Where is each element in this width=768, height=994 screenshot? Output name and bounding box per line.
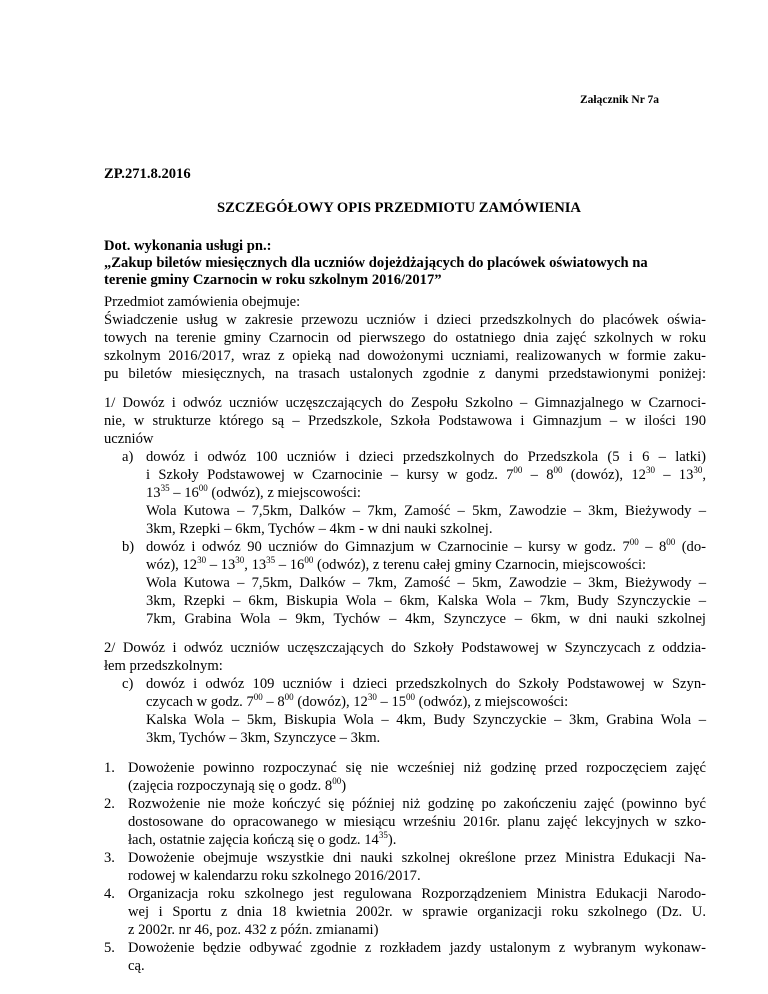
item-a-marker: a) — [122, 449, 134, 465]
section2-line: 2/ Dowóz i odwóz uczniów uczęszczających do Szkoły Podstawowej w Szynczycach z oddzia- — [104, 640, 706, 656]
numbered-item-5-line: cą. — [128, 958, 145, 974]
numbered-item-4-line: Organizacja roku szkolnego jest regulowana Rozporządzeniem Ministra Edukacji Narodo- — [128, 886, 706, 902]
intro-lead: Przedmiot zamówienia obejmuje: — [104, 294, 301, 310]
section1-line: uczniów — [104, 431, 154, 447]
numbered-item-2-line: Rozwożenie nie może kończyć się później niż godzinę po zakończeniu zajęć (powinno być — [128, 796, 706, 812]
item-c-line: dowóz i odwóz 109 uczniów i dzieci przedszkolnych do Szkoły Podstawowej w Szyn- — [146, 676, 706, 692]
numbered-marker: 5. — [104, 940, 115, 956]
numbered-marker: 1. — [104, 760, 115, 776]
subject-label: Dot. wykonania usługi pn.: — [104, 238, 272, 254]
item-b-marker: b) — [122, 539, 135, 555]
document-title: SZCZEGÓŁOWY OPIS PRZEDMIOTU ZAMÓWIENIA — [217, 200, 581, 216]
item-b-line: Wola Kutowa – 7,5km, Dalków – 7km, Zamość – 5km, Zawodzie – 3km, Bieżywody – — [146, 575, 706, 591]
item-a-line: 3km, Rzepki – 6km, Tychów – 4km - w dni nauki szkolnej. — [146, 521, 493, 537]
subject-line-1: „Zakup biletów miesięcznych dla uczniów dojeżdżających do placówek oświatowych na — [104, 255, 648, 271]
item-a-times-line: i Szkoły Podstawowej w Czarnocinie – kursy w godz. $7^{00} - 8^{00}$ (dowóz), $12^{30} - 13^{30}$, — [146, 465, 707, 483]
item-a-line: Wola Kutowa – 7,5km, Dalków – 7km, Zamość – 5km, Zawodzie – 3km, Bieżywody – — [146, 503, 706, 519]
numbered-marker: 4. — [104, 886, 115, 902]
numbered-marker: 3. — [104, 850, 115, 866]
numbered-item-2-line: łach, ostatnie zajęcia kończą się o godz. $14^{35}$). — [128, 830, 397, 848]
numbered-item-4-line: wej i Sportu z dnia 18 kwietnia 2002r. w sprawie organizacji roku szkolnego (Dz. U. — [128, 904, 706, 920]
attachment-label: Załącznik Nr 7a — [580, 94, 660, 106]
item-c-line: Kalska Wola – 5km, Biskupia Wola – 4km, Budy Szynczyckie – 3km, Grabina Wola – — [146, 712, 706, 728]
numbered-item-5-line: Dowożenie będzie odbywać zgodnie z rozkładem jazdy ustalonym z wybranym wykonaw- — [128, 940, 706, 956]
item-b-times-line: dowóz i odwóz 90 uczniów do Gimnazjum w Czarnocinie – kursy w godz. $7^{00} - 8^{00}$ (do- — [146, 537, 707, 555]
intro-line: pu biletów miesięcznych, na trasach ustalonych zgodnie z danymi przedstawionymi poniżej: — [104, 366, 706, 382]
item-a-line: dowóz i odwóz 100 uczniów i dzieci przedszkolnych do Przedszkola (5 i 6 – latki) — [146, 449, 706, 465]
intro-line: Świadczenie usług w zakresie przewozu uczniów i dzieci przedszkolnych do placówek oświa- — [104, 312, 706, 328]
item-c-marker: c) — [122, 676, 134, 692]
intro-line: szkolnym 2016/2017, wraz z opieką nad dowożonymi uczniami, realizowanych w formie zaku- — [104, 348, 706, 364]
item-a-times-line: $13^{35} - 16^{00}$ (odwóz), z miejscowości: — [146, 483, 361, 501]
numbered-item-2-line: dostosowane do opracowanego w miesiącu wrześniu 2016r. planu zajęć lekcyjnych w szko- — [128, 814, 706, 830]
section1-line: 1/ Dowóz i odwóz uczniów uczęszczających do Zespołu Szkolno – Gimnazjalnego w Czarnoci- — [104, 395, 706, 411]
intro-line: towych na terenie gminy Czarnocin od pierwszego do ostatniego dnia zajęć szkolnych w roku — [104, 330, 706, 346]
item-b-times-line: wóz), $12^{30} - 13^{30}$, $13^{35} - 16^{00}$ (odwóz), z terenu całej gminy Czarnocin, miejscowości: — [146, 555, 647, 573]
item-c-times-line: czycach w godz. $7^{00} - 8^{00}$ (dowóz), $12^{30} - 15^{00}$ (odwóz), z miejscowości: — [146, 692, 569, 710]
numbered-item-1-line: Dowożenie powinno rozpoczynać się nie wcześniej niż godzinę przed rozpoczęciem zajęć — [128, 760, 706, 776]
section1-line: nie, w strukturze którego są – Przedszkole, Szkoła Podstawowa i Gimnazjum – w ilości 190 — [104, 413, 706, 429]
item-c-line: 3km, Tychów – 3km, Szynczyce – 3km. — [146, 730, 381, 746]
numbered-item-1-line: (zajęcia rozpoczynają się o godz. $8^{00}$) — [128, 776, 347, 794]
numbered-item-3-line: Dowożenie obejmuje wszystkie dni nauki szkolnej określone przez Ministra Edukacji Na- — [128, 850, 706, 866]
numbered-item-3-line: rodowej w kalendarzu roku szkolnego 2016/2017. — [128, 868, 421, 884]
numbered-item-4-line: z 2002r. nr 46, poz. 432 z późn. zmianami) — [128, 922, 379, 938]
section2-line: łem przedszkolnym: — [104, 658, 223, 674]
item-b-line: 3km, Rzepki – 6km, Biskupia Wola – 6km, Kalska Wola – 7km, Budy Szynczyckie – — [146, 593, 706, 609]
reference-number: ZP.271.8.2016 — [104, 166, 191, 182]
subject-line-2: terenie gminy Czarnocin w roku szkolnym 2016/2017” — [104, 272, 442, 288]
numbered-marker: 2. — [104, 796, 115, 812]
item-b-line: 7km, Grabina Wola – 9km, Tychów – 4km, Szynczyce – 6km, w dni nauki szkolnej — [146, 611, 706, 627]
